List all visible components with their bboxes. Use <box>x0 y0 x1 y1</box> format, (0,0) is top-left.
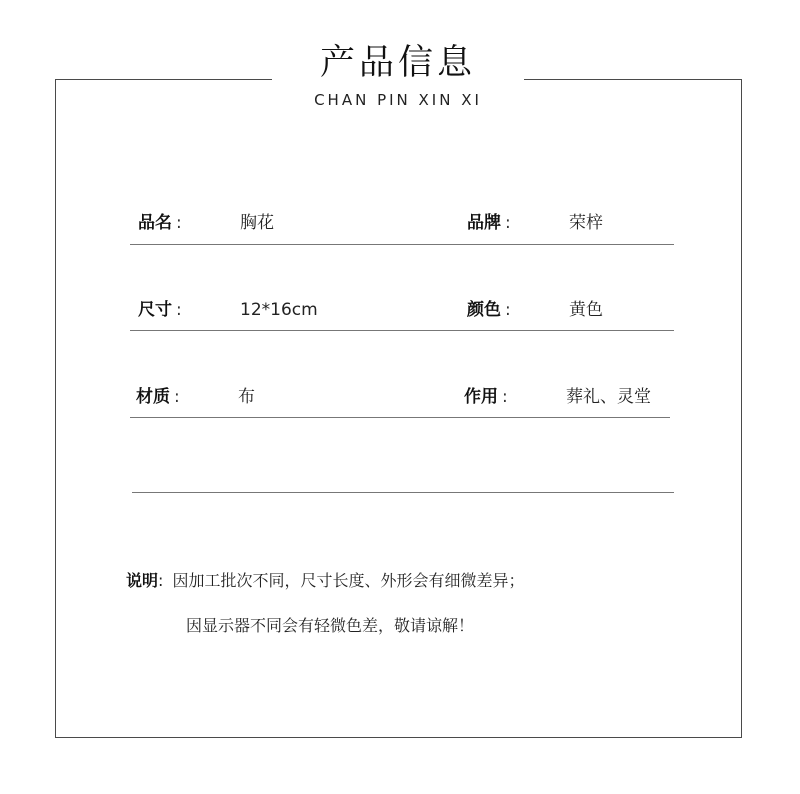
page-title: 产品信息 <box>319 43 476 83</box>
page-subtitle: CHAN PIN XIN XI <box>314 91 482 109</box>
field-value-material: 布 <box>238 387 255 407</box>
field-label-brand: 品牌 <box>467 213 501 233</box>
field-colon: : <box>176 213 182 233</box>
note-text-2: 因显示器不同会有轻微色差，敬请谅解！ <box>186 616 475 635</box>
note-line-1 <box>126 573 525 589</box>
field-label-size: 尺寸 <box>138 300 172 320</box>
field-value-size: 12*16cm <box>240 300 318 320</box>
row-divider <box>132 492 674 493</box>
field-colon: : <box>176 300 182 320</box>
info-frame <box>55 79 742 738</box>
field-value-color: 黄色 <box>569 300 603 320</box>
field-label-material: 材质 <box>136 387 170 407</box>
field-colon: : <box>174 387 180 407</box>
field-value-brand: 荣梓 <box>569 213 603 233</box>
field-value-usage: 葬礼、灵堂 <box>566 387 651 407</box>
field-value-name: 胸花 <box>240 213 274 233</box>
field-colon: : <box>505 213 511 233</box>
field-label-usage: 作用 <box>464 387 498 407</box>
note-colon: : <box>158 571 164 590</box>
title-block <box>272 40 524 115</box>
note-label: 说明 <box>126 571 159 590</box>
row-divider <box>130 330 674 331</box>
field-label-name: 品名 <box>138 213 172 233</box>
row-divider <box>130 244 674 245</box>
note-text-1: 因加工批次不同，尺寸长度、外形会有细微差异； <box>172 571 525 590</box>
field-colon: : <box>505 300 511 320</box>
row-divider <box>130 417 670 418</box>
field-label-color: 颜色 <box>467 300 501 320</box>
field-colon: : <box>502 387 508 407</box>
